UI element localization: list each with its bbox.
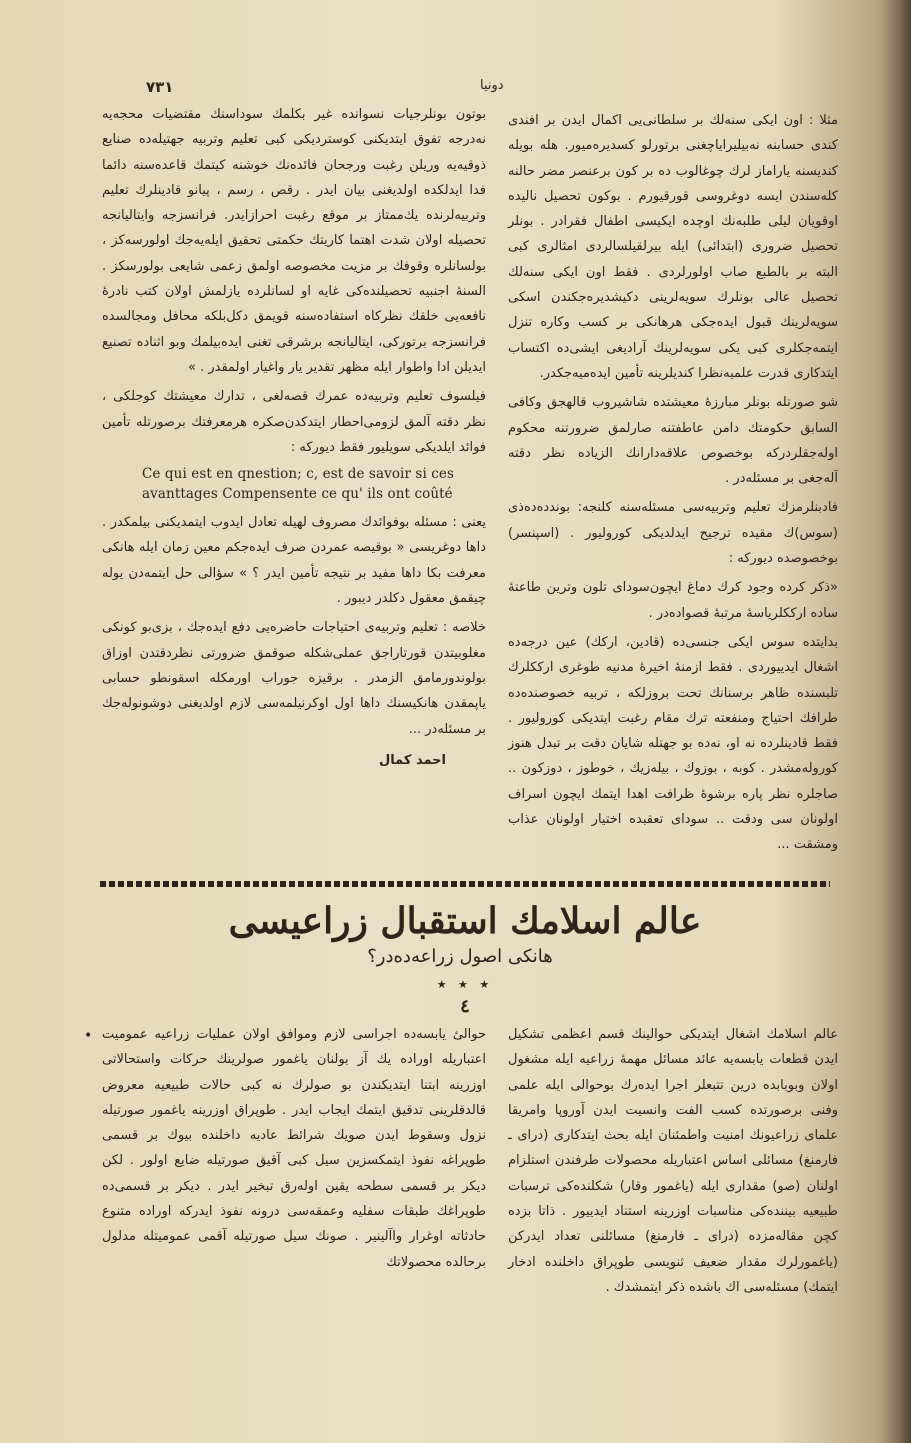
- book-spine-shadow: [881, 0, 911, 1443]
- article-right-column: [508, 1022, 838, 1322]
- paragraph: یعنی : مسئله بوفوائدك مصروف لهیله تعادل ایدوب ایتمدیکنی بیلمکدر . داها دوغریسی « بوقیصه عمردن صرف ایده‌جکم معین زمان ایله هانکی معرفت بکا داها مفید بر نتیجه تأمین ایدر ؟ » سؤالی حل ایتمه‌دن یوله چیقمق معقول دکلدر دیبور .: [102, 515, 486, 607]
- paragraph: فادبنلرمزك تعلیم وتربیه‌سی مسئله‌سنه کلنجه: بوندده‌ده‌ذی (سوس)ك مقیده ترجیح ایدلدیکی کورولیور . (اسپنسر) بوخصوصده دیورکه :: [508, 500, 838, 567]
- author-signature: احمد کمال: [378, 752, 446, 768]
- top-left-column: [102, 102, 486, 872]
- section-divider: [100, 881, 830, 887]
- page-number: ٧٣١: [146, 78, 174, 96]
- section-number: ٤: [460, 996, 470, 1017]
- article-title: عالم اسلامك استقبال زراعیسی: [228, 900, 702, 942]
- paragraph: بدایتده سوس ایکی جنسی‌ده (قادین، ارکك) عین درجه‌ده اشغال ایدییوردی . فقط ازمنه‌ٔ اخیره‌ٔ مدنیه طوغری ارککلرك تلبسنده ظاهر برسنانك تحت بروزلکه ، تربیه خصوصنده‌ده طرافك احتیاج ومنفعته ترك مقام رغبت ایتدیکی کورولیور . فقط قادینلرده نه او، نه‌ده بو جهتله شایان دقت بر تبدل هنوز کوروله‌مشدر . کوبه ، بوزوك ، بیله‌زیك ، خوطوز ، دوزکون .. صاجلره نظر پاره برشوه‌ٔ ظرافت اهدا ایتمك ایچون اسراف اولونان سی ودقت .. سودای تعقبده اختیار اولونان عذاب ومشقت ...: [508, 634, 838, 853]
- top-right-column: [508, 108, 838, 878]
- french-quote: Ce qui est en qnestion; c, est de savoir si ces avanttages Compensente ce qu' ils ont coûté: [142, 466, 455, 503]
- running-head: دونیا: [480, 78, 504, 93]
- paragraph: شو صورتله بونلر مبارزه‌ٔ معیشتده شاشیروب قالهجق وکافی السابق حکومتك دامن عاطفتنه صارلمق ضرورتنه محکوم اوله‌جقلردرکه بوخصوص علاقه‌دارانك الزیاده نظر دقته آله‌جغی بر مسئله‌در .: [508, 395, 838, 487]
- article-subtitle: هانکی اصول زراعه‌ده‌در؟: [367, 946, 553, 967]
- paragraph: عالم اسلامك اشغال ایتدیکی حوالینك قسم اعظمی تشکیل ایدن قطعات یابسه‌یه عائد مسائل مهمه‌ٔ زراعیه ایله مشغول اولان وبوبابده درین تتبعلر اجرا ایده‌رك بوحوالی ایله علمی وفنی برصورتده کسب الفت وانسیت ایدن آوروپا وامریقا علمای زراعیونك امنیت واطمئنان ایله بحث ایتدکاری (درای ـ فارمنغ) مسائلی اساس اعتباریله محصولات طرفندن استلزام اولنان (صو) مقداری ایله (یاغمور وقار) شکلنده‌کی ترسبات طبیعیه بیننده‌کی مناسبات اوزرینه استناد ایدییور . ذاتا بزده کچن مقاله‌مزده (درای ـ فارمنغ) مسائلنی تعداد ایدرکن (یاغمورلرك مقدار ضعیف ثنویسی طوپراق داخلنده ادخار ایتمك) مسئله‌سی اك باشده ذکر ایتمشدك .: [508, 1027, 838, 1295]
- article-left-column: [102, 1022, 486, 1322]
- margin-mark: •: [84, 1028, 93, 1044]
- ornament-stars: ★ ★ ★: [436, 978, 494, 991]
- paragraph: «ذکر کرده وجود کرك دماغ ایچون‌سودای تلون وترین طاعته‌ٔ ساده ارککلریاسه‌ٔ مرتبه‌ٔ قصواده‌در .: [508, 580, 838, 621]
- paragraph: بوتون بونلرجیات نسوانده غیر بکلمك سوداسنك مقتضیات محجه‌یه نه‌درجه تفوق ایتدیکنی کوستردیکی کبی تعلیم وتربیه جهتیله‌ده صنایع ذوقیه‌یه وریلن رغبت ورجحان فائده‌نك خوشنه کیتمك قاعده‌سنه دائما فدا ایدلکده اولدیغنی بیان ایدر . رقص ، رسم ، پیانو قادینلرك تعلیم وتربیه‌لرنده یك‌ممتاز بر موقع رغبت احرازایدر. فرانسزجه وایتالیانجه تحصیله اولان شدت اهتما کاریتك حکمتی تحقیق ایله‌یه‌جك اولورسه‌کز ، بولسانلره وقوفك بر مزیت مخصوصه اولمق زعمی شایعی بولورسکز . السنه‌ٔ اجنبیه تحصیلنده‌کی غایه او لسانلرده یازلمش اولان کتب نادره‌ٔ نافعه‌یی خلقك نظرکاه استفاده‌سنه قویمق دکل‌بلکه محافل ومجالسده فرانسزجه برتورکی، ایتالیانجه برشرقی تغنی ایده‌بیلمك وبو اثناده تصنیع ایدیلن ادا واطوار ایله مظهر تقدیر یار واغیار اولمقدر . »: [102, 107, 486, 375]
- paragraph: فیلسوف تعلیم وتربیه‌ده عمرك قصه‌لغی ، تدارك معیشتك کوجلکی ، نظر دقته آلمق لزومی‌احطار ایتدکدن‌صکره هرمعرفتك برصورتله تأمین فوائد ایلدیکی سویلیور فقط دیورکه :: [102, 389, 486, 455]
- paragraph: خلاصه : تعلیم وتربیه‌ی احتیاجات حاضره‌یی دفع ایده‌جك ، بزی‌بو کونکی مغلوبیتدن قورتاراجق عملی‌شکله صوقمق ضرورتی نظردقتدن اوزاق بولوندورمامق الزمدر . برقیزه جوراب اورمکله اسقونطو حسابی یاپمقدن هانکیسنك داها اول اوکرنیلمه‌سی لازم اولدیغنی دوشونوله‌جك بر مسئله‌در ...: [102, 620, 486, 737]
- paragraph: مثلا : اون ایکی سنه‌لك بر سلطانی‌یی اکمال ایدن بر افندی کندی حسابنه نه‌بیلیرایاچغنی برتورلو کسدیره‌میور. هله بویله کندیسنه یاراماز لرك چوغالوب ده بر کون برعنصر مضر حالنه کله‌سندن ایسه دوغروسی قورقیورم . بوکون تحصیل نالیده اوقویان لیلی طلبه‌نك اوچده ایکیسی اطفال فقرادر . بونلر تحصیل ضروری (ابتدائی) ایله بیرلقیلسالردی امثالری کبی البته بر بالطبع صاب اولورلردی . فقط اون ایکی سنه‌لك تحصیل عالی بونلرك سویه‌لرینی دکیشدیره‌جکندن اسکی سویه‌لرینك قبول ایده‌جکی هرهانکی بر کسب وکاره تنزل ایتمه‌جکلری کبی یکی سویه‌لرینك آرادیغی ایشی‌ده اکتساب ایتدکاری قدرت علمیه‌نظرا کندیلرینه تأمین ایده‌میه‌جکدر.: [508, 113, 838, 381]
- page-header: [100, 78, 820, 98]
- paragraph: حوالیٔ یابسه‌ده اجراسی لازم وموافق اولان عملیات زراعیه عمومیت اعتباریله اوراده یك آز بولنان یاغمور صولرینك حرکات واستحالاتی اوزرینه ابتنا ایتدیکندن بو صولرك نه کبی حالات طبیعیه معروض قالدقلرینی تدقیق ایتمك ایجاب ایدر . طوپراق اوزرینه یاغمور صورتیله نزول وسقوط ایدن صویك شرائط عادیه داخلنده بیوك بر قسمی طوپراغه نفوذ ایتمکسزین سیل کبی آقیق صورتیله ضایع اولور . لکن دیکر بر قسمی سطحه یقین اوله‌رق تبخیر ایدر . دیکر بر قسمی‌ده طوپراغك طبقات سفلیه وعمقه‌سی درونه نفوذ ایدرکه اوراده متنوع حادثاته اوغرار واآلینیر . صونك سیل صورتیله آقمی عمومیتله مدلول برحالده محصولاتك: [102, 1027, 486, 1270]
